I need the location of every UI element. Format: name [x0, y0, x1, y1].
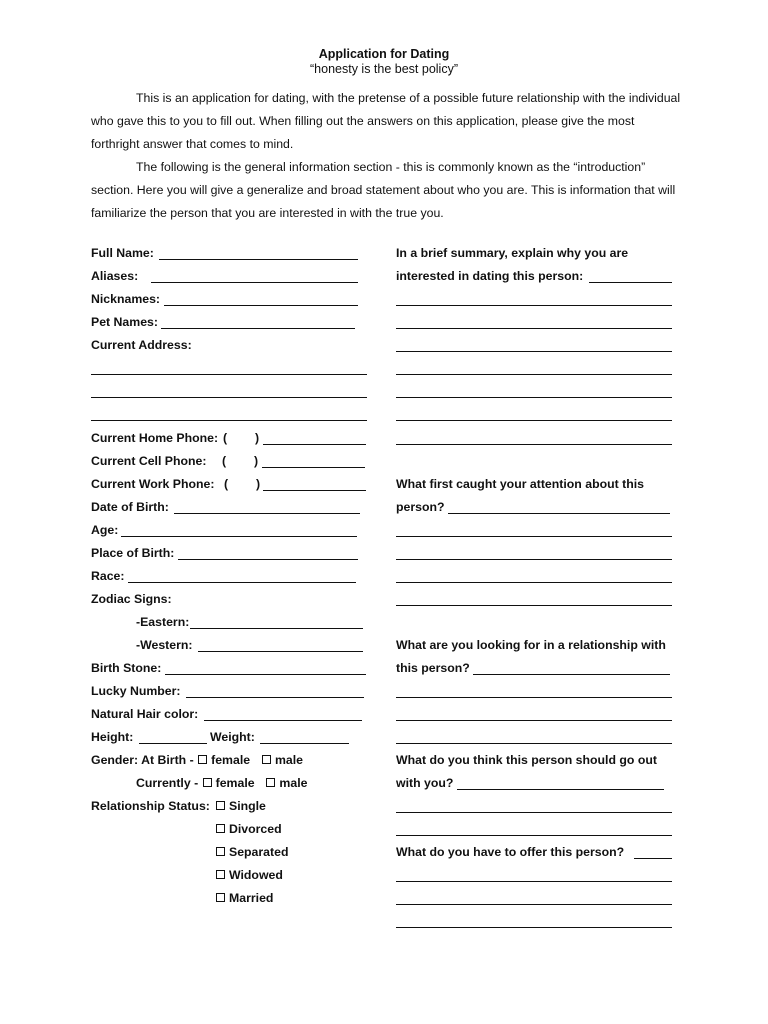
cell-phone-label: Current Cell Phone: [91, 454, 207, 468]
q2-answer-start[interactable] [448, 513, 670, 514]
work-phone-paren-open: ( [224, 477, 229, 491]
q1-line2: interested in dating this person: [396, 269, 584, 283]
q1-answer-line[interactable] [396, 397, 672, 398]
q2-answer-line[interactable] [396, 582, 672, 583]
nicknames-label: Nicknames: [91, 292, 161, 306]
birth-stone-label: Birth Stone: [91, 661, 162, 675]
current-female-label: female [215, 776, 255, 790]
divorced-label: Divorced [229, 822, 282, 836]
separated-label: Separated [229, 845, 289, 859]
q1-answer-line[interactable] [396, 305, 672, 306]
place-of-birth-field[interactable] [178, 559, 358, 560]
q1-answer-line[interactable] [396, 444, 672, 445]
q3-line1: What are you looking for in a relationship with [396, 638, 666, 652]
cell-phone-field[interactable] [262, 467, 365, 468]
eastern-field[interactable] [190, 628, 363, 629]
divorced-checkbox[interactable] [216, 824, 225, 833]
q3-answer-line[interactable] [396, 720, 672, 721]
gender-currently-row [136, 772, 307, 795]
gender-at-birth-label: Gender: At Birth - [91, 753, 194, 767]
full-name-field[interactable] [159, 259, 358, 260]
current-female-checkbox[interactable] [203, 778, 212, 787]
status-option-married [215, 887, 273, 910]
q5-answer-start[interactable] [634, 858, 672, 859]
q1-answer-start[interactable] [589, 282, 672, 283]
separated-checkbox[interactable] [216, 847, 225, 856]
current-male-checkbox[interactable] [266, 778, 275, 787]
home-phone-label: Current Home Phone: [91, 431, 219, 445]
cell-phone-paren-open: ( [222, 454, 227, 468]
work-phone-label: Current Work Phone: [91, 477, 215, 491]
dob-label: Date of Birth: [91, 500, 169, 514]
q5-answer-line[interactable] [396, 927, 672, 928]
pet-names-field[interactable] [161, 328, 355, 329]
western-label: -Western: [136, 638, 193, 652]
q1-answer-line[interactable] [396, 328, 672, 329]
nicknames-field[interactable] [164, 305, 358, 306]
birth-female-label: female [211, 753, 251, 767]
q5-line1: What do you have to offer this person? [396, 845, 625, 859]
widowed-checkbox[interactable] [216, 870, 225, 879]
current-male-label: male [279, 776, 308, 790]
q2-answer-line[interactable] [396, 536, 672, 537]
married-label: Married [229, 891, 274, 905]
place-of-birth-label: Place of Birth: [91, 546, 175, 560]
q5-answer-line[interactable] [396, 881, 672, 882]
relationship-status-label: Relationship Status: [91, 799, 210, 813]
q2-line2: person? [396, 500, 445, 514]
height-field[interactable] [139, 743, 207, 744]
western-field[interactable] [198, 651, 363, 652]
eastern-label: -Eastern: [136, 615, 190, 629]
dob-field[interactable] [174, 513, 360, 514]
q4-line2: with you? [396, 776, 454, 790]
address-line-2[interactable] [91, 397, 367, 398]
address-line-3[interactable] [91, 420, 367, 421]
pet-names-label: Pet Names: [91, 315, 158, 329]
race-field[interactable] [128, 582, 356, 583]
q5-answer-line[interactable] [396, 904, 672, 905]
q2-answer-line[interactable] [396, 605, 672, 606]
currently-label: Currently - [136, 776, 199, 790]
status-option-separated [215, 841, 288, 864]
gender-at-birth-row [91, 749, 303, 772]
work-phone-field[interactable] [263, 490, 366, 491]
hair-color-label: Natural Hair color: [91, 707, 199, 721]
q1-answer-line[interactable] [396, 351, 672, 352]
birth-male-label: male [274, 753, 303, 767]
q4-answer-line[interactable] [396, 812, 672, 813]
q1-answer-line[interactable] [396, 420, 672, 421]
weight-field[interactable] [260, 743, 349, 744]
intro-paragraph-2: The following is the general information section - this is commonly known as the “introduction” section. Here you will give a generalize and broad statement about who you are. This is information that will familiarize the person that you are interested in with the true you. [91, 160, 676, 220]
q4-answer-line[interactable] [396, 835, 672, 836]
cell-phone-paren-close: ) [254, 454, 259, 468]
q2-line1: What first caught your attention about this [396, 477, 644, 491]
q4-line1: What do you think this person should go out [396, 753, 657, 767]
form-title: Application for Dating [318, 47, 450, 61]
q1-answer-line[interactable] [396, 374, 672, 375]
zodiac-label: Zodiac Signs: [91, 592, 172, 606]
aliases-label: Aliases: [91, 269, 139, 283]
intro-paragraph-1: This is an application for dating, with the pretense of a possible future relationship with the individual who gave this to you to fill out. When filling out the answers on this application, please give the most forthright answer that comes to mind. [91, 91, 681, 151]
single-label: Single [229, 799, 266, 813]
home-phone-field[interactable] [263, 444, 366, 445]
married-checkbox[interactable] [216, 893, 225, 902]
status-option-divorced [215, 818, 282, 841]
age-label: Age: [91, 523, 119, 537]
form-subtitle: “honesty is the best policy” [310, 62, 458, 76]
status-option-widowed [215, 864, 283, 887]
q4-answer-start[interactable] [457, 789, 664, 790]
weight-label: Weight: [210, 730, 255, 744]
aliases-field[interactable] [151, 282, 358, 283]
status-option-single [215, 795, 266, 818]
home-phone-paren-open: ( [223, 431, 228, 445]
work-phone-paren-close: ) [256, 477, 261, 491]
lucky-number-label: Lucky Number: [91, 684, 181, 698]
current-address-label: Current Address: [91, 338, 192, 352]
q3-answer-line[interactable] [396, 697, 672, 698]
q3-answer-start[interactable] [473, 674, 670, 675]
single-checkbox[interactable] [216, 801, 225, 810]
full-name-label: Full Name: [91, 246, 154, 260]
intro-section [91, 87, 681, 225]
q3-line2: this person? [396, 661, 470, 675]
birth-stone-field[interactable] [165, 674, 366, 675]
q1-line1: In a brief summary, explain why you are [396, 246, 629, 260]
age-field[interactable] [121, 536, 357, 537]
address-line-1[interactable] [91, 374, 367, 375]
height-label: Height: [91, 730, 134, 744]
q2-answer-line[interactable] [396, 559, 672, 560]
q3-answer-line[interactable] [396, 743, 672, 744]
hair-color-field[interactable] [204, 720, 362, 721]
widowed-label: Widowed [229, 868, 283, 882]
race-label: Race: [91, 569, 125, 583]
birth-male-checkbox[interactable] [262, 755, 271, 764]
birth-female-checkbox[interactable] [198, 755, 207, 764]
lucky-number-field[interactable] [186, 697, 364, 698]
home-phone-paren-close: ) [255, 431, 260, 445]
